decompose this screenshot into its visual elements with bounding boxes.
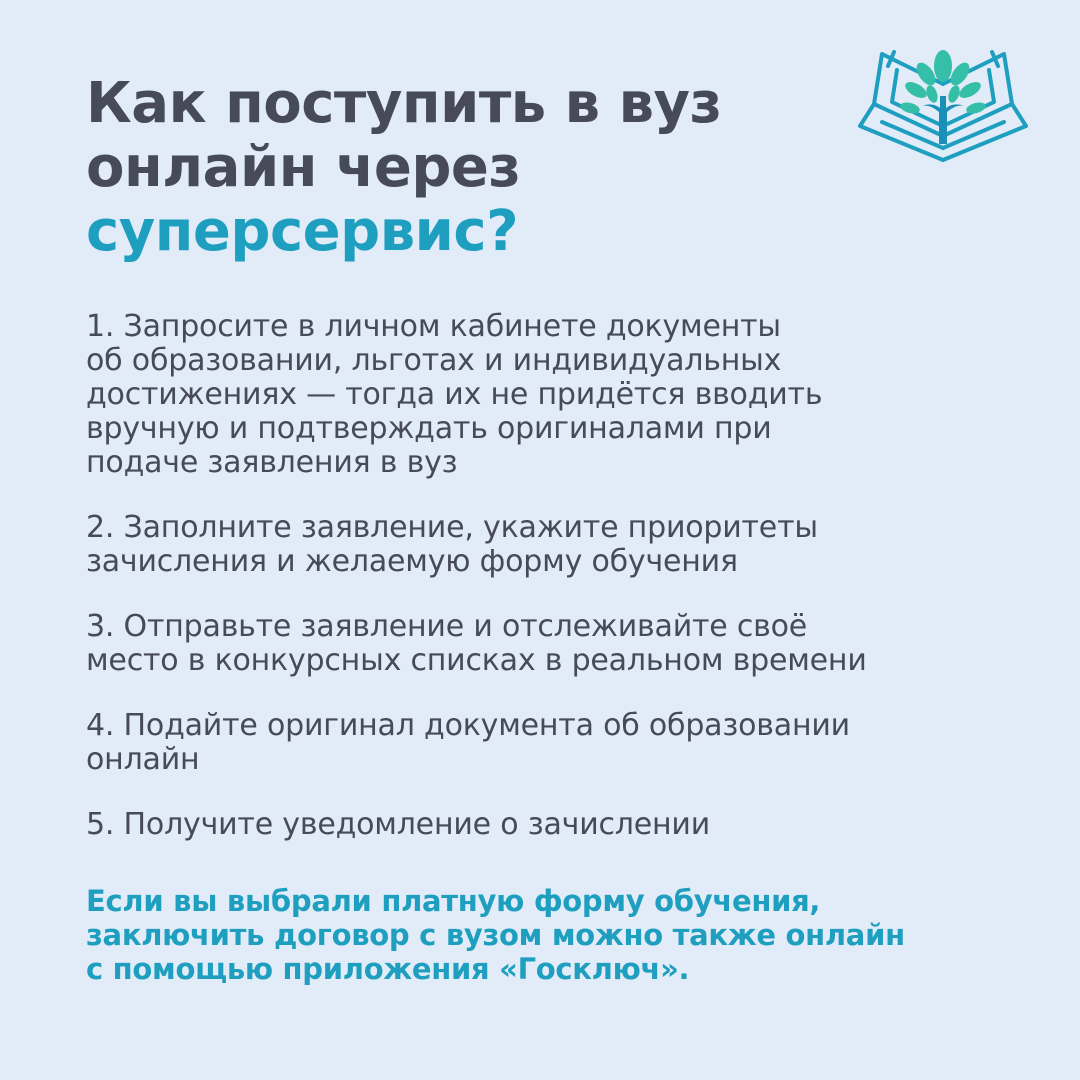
step-3-line: 3. Отправьте заявление и отслеживайте своё [86, 609, 808, 644]
step-4-line: 4. Подайте оригинал документа об образовании [86, 708, 850, 743]
note-line: Если вы выбрали платную форму обучения, [86, 884, 821, 918]
title-line-2: онлайн через [86, 135, 521, 200]
page-title [86, 72, 722, 264]
steps-list [86, 310, 1046, 873]
step-2-line: зачисления и желаемую форму обучения [86, 544, 738, 579]
step-4-line: онлайн [86, 742, 200, 777]
step-3-line: место в конкурсных списках в реальном времени [86, 643, 867, 678]
paid-education-note [86, 884, 905, 986]
step-item-2 [86, 511, 1046, 579]
note-line: заключить договор с вузом можно также онлайн [86, 918, 905, 952]
step-1-line: об образовании, льготах и индивидуальных [86, 343, 782, 378]
step-item-1 [86, 310, 1046, 480]
step-2-line: 2. Заполните заявление, укажите приоритеты [86, 510, 818, 545]
step-1-line: 1. Запросите в личном кабинете документы [86, 309, 781, 344]
step-1-line: вручную и подтверждать оригиналами при [86, 411, 772, 446]
title-line-1: Как поступить в вуз [86, 71, 722, 136]
step-item-4 [86, 709, 1046, 777]
note-line: с помощью приложения «Госключ». [86, 952, 690, 986]
open-book-tree-icon [852, 44, 1034, 168]
step-item-5 [86, 808, 1046, 842]
step-1-line: подаче заявления в вуз [86, 445, 458, 480]
title-accent: суперсервис? [86, 199, 519, 264]
step-5-line: 5. Получите уведомление о зачислении [86, 807, 711, 842]
step-item-3 [86, 610, 1046, 678]
step-1-line: достижениях — тогда их не придётся вводить [86, 377, 823, 412]
